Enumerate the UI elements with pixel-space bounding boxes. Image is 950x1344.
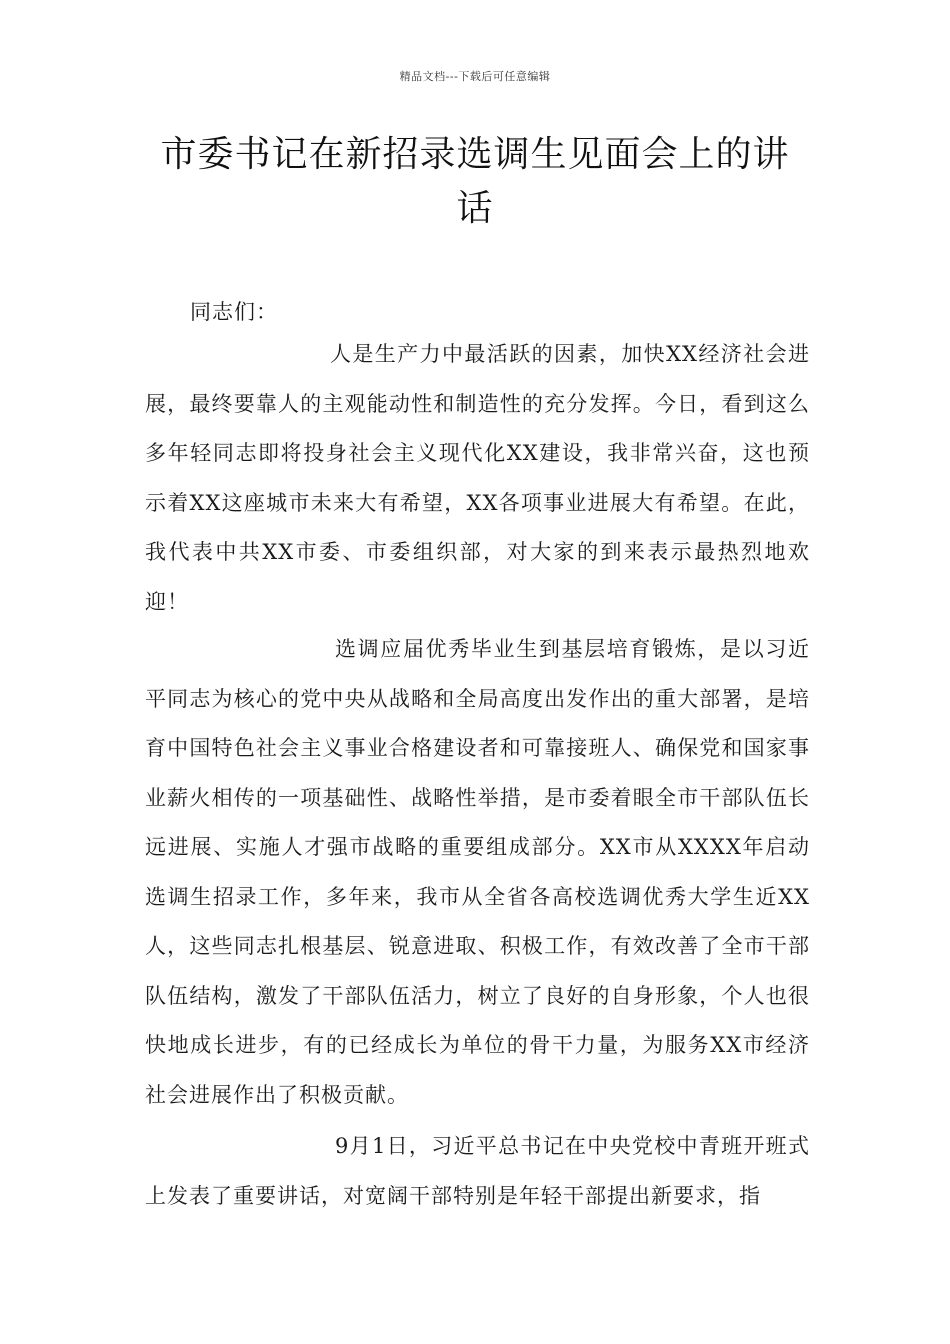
paragraph-1: 人是生产力中最活跃的因素，加快XX经济社会进展，最终要靠人的主观能动性和制造性的充分发挥。今日，看到这么多年轻同志即将投身社会主义现代化XX建设，我非常兴奋，这也预示着XX这座城市未来大有希望，XX各项事业进展大有希望。在此，我代表中共XX市委、市委组织部，对大家的到来表示最热烈地欢迎！: [145, 342, 810, 614]
header-note: 精品文档---下载后可任意编辑: [399, 70, 551, 83]
paragraph-3: 9月1日，习近平总书记在中央党校中青班开班式上发表了重要讲话，对宽阔干部特别是年轻干部提出新要求，指: [145, 1134, 810, 1208]
salutation: 同志们：: [190, 300, 278, 324]
document-title: 市委书记在新招录选调生见面会上的讲话: [160, 134, 790, 229]
paragraph-2: 选调应届优秀毕业生到基层培育锻炼，是以习近平同志为核心的党中央从战略和全局高度出发作出的重大部署，是培育中国特色社会主义事业合格建设者和可靠接班人、确保党和国家事业薪火相传的一项基础性、战略性举措，是市委着眼全市干部队伍长远进展、实施人才强市战略的重要组成部分。XX市从XXXX年启动选调生招录工作，多年来，我市从全省各高校选调优秀大学生近XX人，这些同志扎根基层、锐意进取、积极工作，有效改善了全市干部队伍结构，激发了干部队伍活力，树立了良好的自身形象，个人也很快地成长进步，有的已经成长为单位的骨干力量，为服务XX市经济社会进展作出了积极贡献。: [145, 637, 810, 1107]
